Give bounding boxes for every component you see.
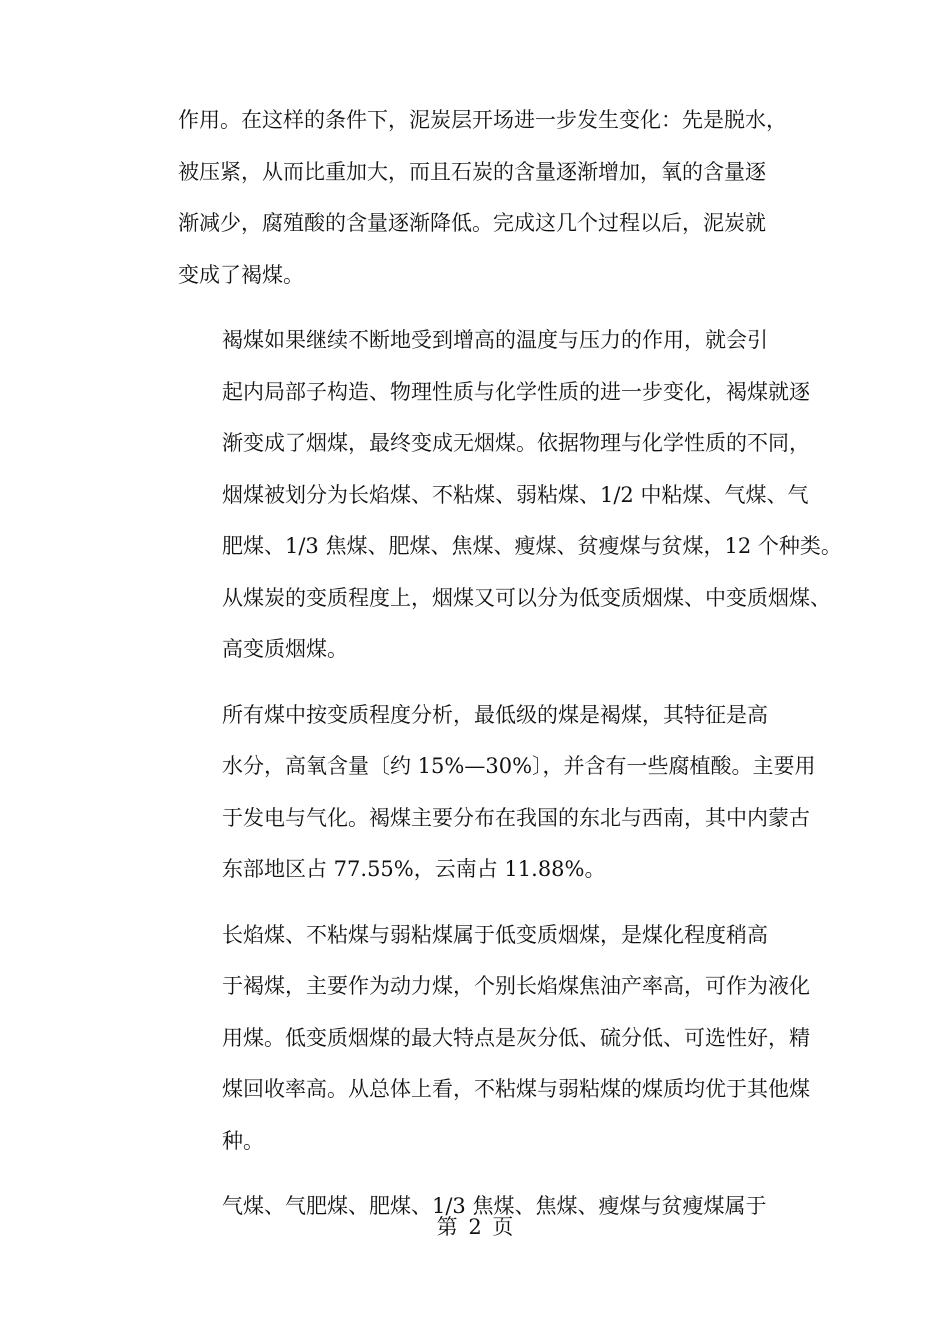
text-line: 作用。在这样的条件下，泥炭层开场进一步发生变化：先是脱水， xyxy=(178,108,787,132)
paragraph-1 xyxy=(178,95,808,301)
text-line: 被压紧，从而比重加大，而且石炭的含量逐渐增加，氧的含量逐 xyxy=(178,159,766,184)
text-line: 高变质烟煤。 xyxy=(222,637,348,661)
text-line: 从煤炭的变质程度上，烟煤又可以分为低变质烟煤、中变质烟煤、 xyxy=(222,585,831,610)
text-line: 于发电与气化。褐煤主要分布在我国的东北与西南，其中内蒙古 xyxy=(222,805,810,830)
text-line: 长焰煤、不粘煤与弱粘煤属于低变质烟煤，是煤化程度稍高 xyxy=(222,922,768,947)
text-line: 煤回收率高。从总体上看，不粘煤与弱粘煤的煤质均优于其他煤 xyxy=(222,1077,810,1101)
text-line: 烟煤被划分为长焰煤、不粘煤、弱粘煤、1/2 中粘煤、气煤、气 xyxy=(222,482,809,507)
text-line: 渐变成了烟煤，最终变成无烟煤。依据物理与化学性质的不同， xyxy=(222,431,810,455)
text-line: 水分，高氧含量〔约 15%—30%〕，并含有一些腐植酸。主要用 xyxy=(222,754,816,778)
text-line: 变成了褐煤。 xyxy=(178,262,304,287)
text-line: 肥煤、1/3 焦煤、肥煤、焦煤、瘦煤、贫瘦煤与贫煤，12 个种类。 xyxy=(222,534,842,558)
text-line: 东部地区占 77.55%，云南占 11.88%。 xyxy=(222,857,606,881)
body-text xyxy=(178,95,842,1233)
text-line: 气煤、气肥煤、肥煤、1/3 焦煤、焦煤、瘦煤与贫瘦煤属于 xyxy=(222,1194,767,1218)
text-line: 起内局部子构造、物理性质与化学性质的进一步变化，褐煤就逐 xyxy=(222,379,810,404)
paragraph-3 xyxy=(178,690,816,896)
page-number: 第 2 页 xyxy=(436,1215,514,1239)
text-line: 渐减少，腐殖酸的含量逐渐降低。完成这几个过程以后，泥炭就 xyxy=(178,211,766,235)
text-line: 所有煤中按变质程度分析，最低级的煤是褐煤，其特征是高 xyxy=(222,702,768,727)
text-line: 褐煤如果继续不断地受到增高的温度与压力的作用，就会引 xyxy=(222,328,768,352)
paragraph-4 xyxy=(178,910,808,1168)
paragraph-2 xyxy=(178,315,842,676)
text-line: 于褐煤，主要作为动力煤，个别长焰煤焦油产率高，可作为液化 xyxy=(222,974,810,998)
text-line: 种。 xyxy=(222,1128,264,1153)
text-line: 用煤。低变质烟煤的最大特点是灰分低、硫分低、可选性好，精 xyxy=(222,1025,810,1050)
